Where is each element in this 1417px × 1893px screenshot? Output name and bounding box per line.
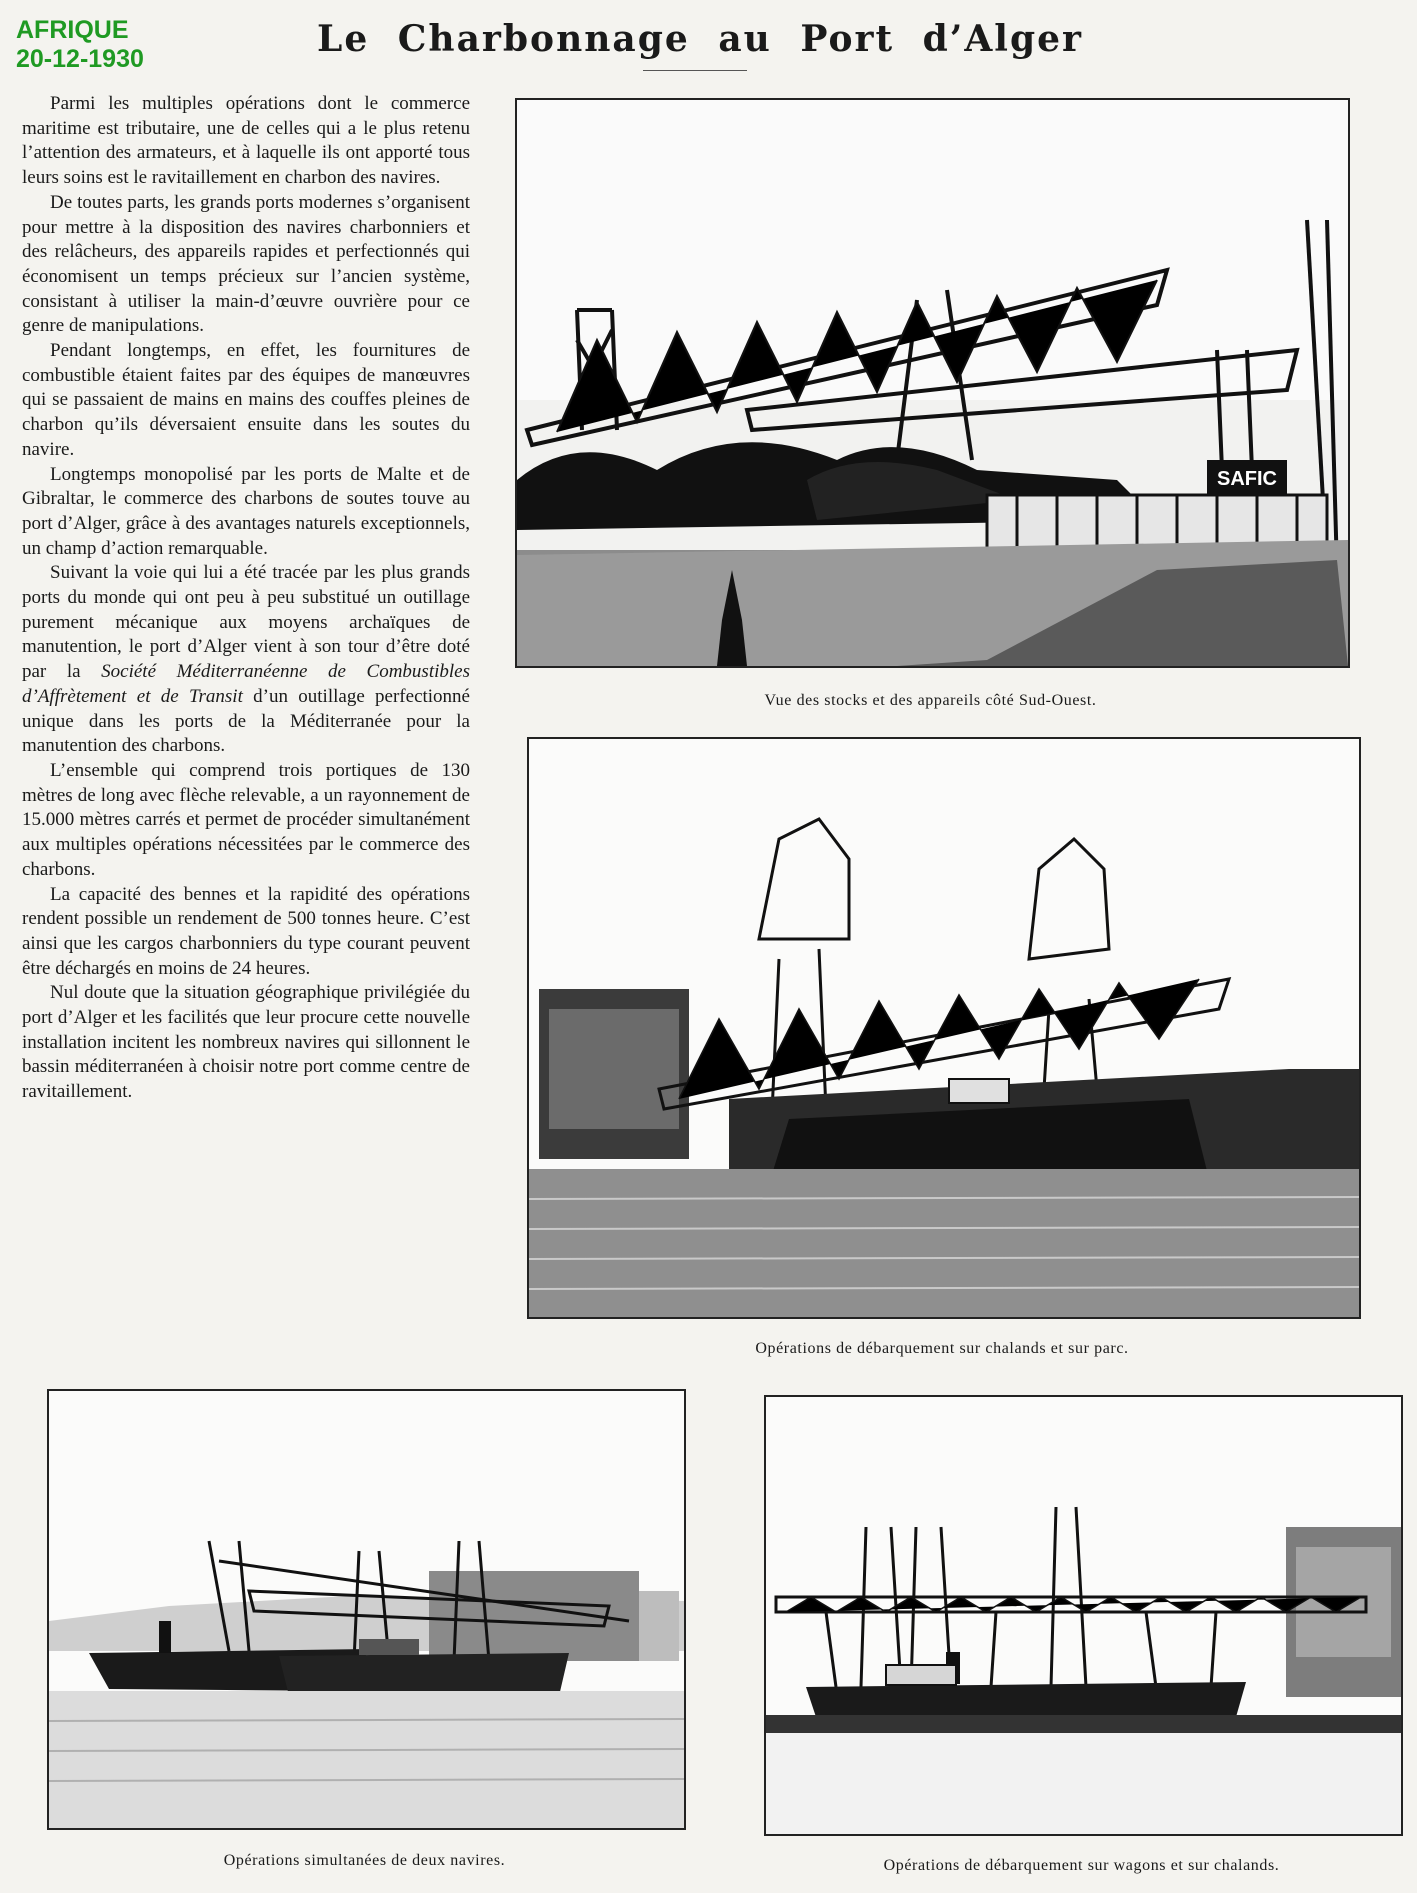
harbour-photo xyxy=(529,739,1359,1317)
photo-caption: Vue des stocks et des appareils côté Sud-Ouest. xyxy=(764,692,1097,709)
title-divider xyxy=(643,70,747,71)
article-paragraph: L’ensemble qui comprend trois portiques de 130 mètres de long avec flèche relevable, a un rayonnement de 15.000 mètres carrés et permet de procéder simultanément aux multiples opérations nécessitées par le commerce des charbons. xyxy=(22,759,470,880)
photo-wagons-chalands xyxy=(764,1395,1403,1836)
paragraph-text: Suivant la voie qui lui a été tracée par les plus grands ports du monde qui ont peu à peu substitué un outillage purement mécanique aux moyens archaïques de manutention, le port d’Alger vient à son tour d’être doté par la xyxy=(22,562,470,683)
photo-caption: Opérations simultanées de deux navires. xyxy=(223,1852,506,1869)
article-paragraph: Longtemps monopolisé par les ports de Malte et de Gibraltar, le commerce des charbons de soutes touve au port d’Alger, grâce à des avantages naturels exceptionnels, un champ d’action remarquable. xyxy=(22,463,470,559)
safic-sign: SAFIC xyxy=(1217,468,1277,490)
photo-caption: Opérations de débarquement sur chalands et sur parc. xyxy=(755,1340,1129,1357)
paragraph-text: d’un outillage perfectionné unique dans les ports de la Méditerranée pour la manutention des charbons. xyxy=(22,685,470,757)
photo-stocks xyxy=(515,98,1350,668)
wagons-barges-photo xyxy=(766,1397,1401,1834)
publication-date: 20-12-1930 xyxy=(16,45,144,73)
photo-deux-navires xyxy=(47,1389,686,1830)
article-body xyxy=(22,92,470,1105)
publication-stamp xyxy=(16,16,144,74)
article-paragraph xyxy=(22,561,470,759)
article-title: Le Charbonnage au Port d’Alger xyxy=(317,18,1083,60)
photo-caption: Opérations de débarquement sur wagons et sur chalands. xyxy=(883,1857,1280,1874)
article-paragraph: La capacité des bennes et la rapidité des opérations rendent possible un rendement de 500 tonnes heure. C’est ainsi que les cargos charbonniers du type courant peuvent être déchargés en moins de 24 heures. xyxy=(22,883,470,979)
article-paragraph: De toutes parts, les grands ports modernes s’organisent pour mettre à la disposition des navires charbonniers et des relâcheurs, des appareils rapides et perfectionnés qui économisent un temps précieux sur l’ancien système, consistant à utiliser la main-d’œuvre ouvrière pour ce genre de manipulations. xyxy=(22,191,470,337)
photo-debarquement-parc xyxy=(527,737,1361,1319)
article-paragraph: Parmi les multiples opérations dont le commerce maritime est tributaire, une de celles qui a le plus retenu l’attention des armateurs, et à laquelle ils ont apporté tous leurs soins est le ravitaillement en charbon des navires. xyxy=(22,93,470,189)
company-name: Société Méditerranéenne de Combustibles d’Affrètement et de Transit xyxy=(22,661,470,707)
article-paragraph: Nul doute que la situation géographique privilégiée du port d’Alger et les facilités que leur procure cette nouvelle installation incitent les nombreux navires qui sillonnent le bassin méditerranéen à choisir notre port comme centre de ravitaillement. xyxy=(22,982,470,1103)
article-paragraph: Pendant longtemps, en effet, les fournitures de combustible étaient faites par des équipes de manœuvres qui se passaient de mains en mains des couffes pleines de charbon qu’ils déversaient ensuite dans les soutes du navire. xyxy=(22,340,470,460)
gantry-crane-photo xyxy=(517,100,1348,666)
publication-name: AFRIQUE xyxy=(16,16,129,44)
ships-photo xyxy=(49,1391,684,1828)
